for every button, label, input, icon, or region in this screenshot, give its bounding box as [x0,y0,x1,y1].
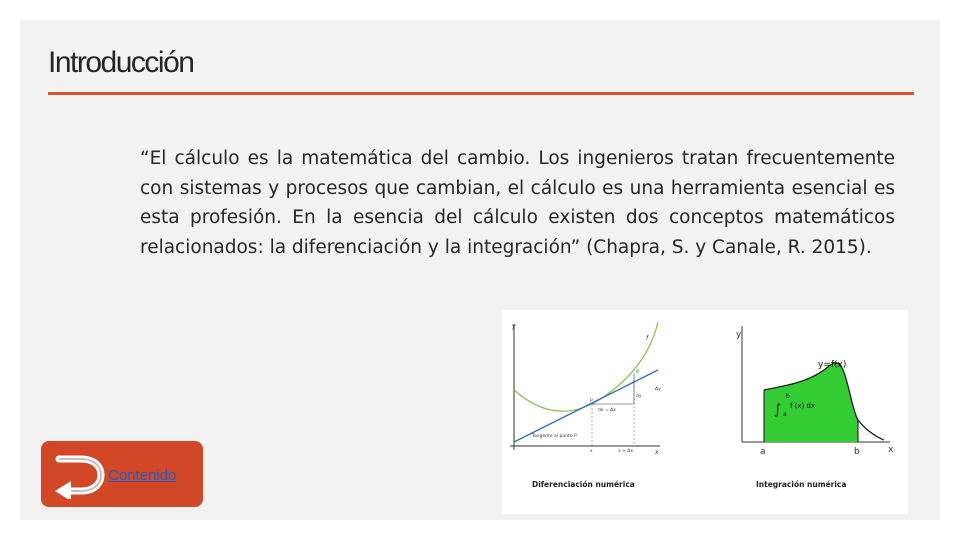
bound-a-label: a [760,447,766,457]
x1-tick-label: x + Δx [618,449,634,454]
left-x-label: x [655,449,659,456]
slide-title: Introducción [48,46,194,79]
point-q-label: q [636,369,639,374]
curve-f-label: f [646,335,649,342]
calculus-figure [502,310,908,514]
right-x-label: x [888,445,894,455]
x0-tick-label: x [590,449,593,454]
integration-caption: Integración numérica [756,480,847,489]
dx-label: dx = Δx [598,408,616,413]
title-divider [48,92,914,95]
contenido-button[interactable] [41,441,203,507]
integral-upper-bound: b [786,393,790,400]
slide [20,20,940,520]
tangent-line [514,370,658,442]
right-y-label: y [736,330,742,340]
quote-paragraph: “El cálculo es la matemática del cambio. Los ingenieros tratan frecuentemente con sistemas y procesos que cambian, el cálculo es una herramienta esencial es esta profesión. En la esencia del cálculo existen dos conceptos matemáticos relacionados: la diferenciación y la integración” (Chapra, S. y Canale, R. 2015). [140,148,895,258]
left-y-label: y [512,323,516,330]
function-label: y=f(x) [818,360,847,370]
delta-y-label: Δy [655,387,661,392]
bound-b-label: b [854,447,860,457]
differentiation-caption: Diferenciación numérica [532,480,635,489]
dy-label: dy [636,394,642,399]
return-arrow-icon [51,451,107,499]
integral-lower-bound: a [783,411,787,418]
differentiation-diagram [510,322,661,489]
point-p-label: p [590,398,593,403]
tangent-label: Tangente al punto P [532,434,577,439]
integration-diagram [736,326,894,489]
integrand-label: f (x) dx [790,402,816,410]
integral-sign: ∫ [774,402,782,418]
contenido-link[interactable]: Contenido [108,467,177,484]
